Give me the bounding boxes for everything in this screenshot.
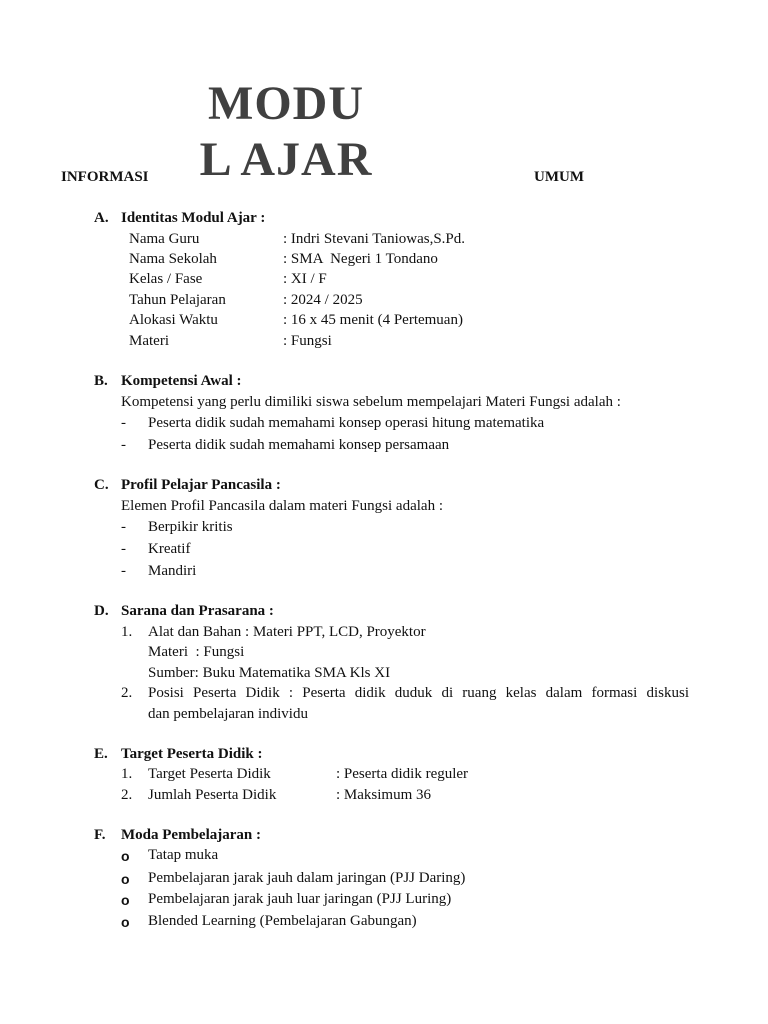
list-marker: - [121, 563, 126, 579]
field-label: Nama Guru [129, 231, 200, 247]
header-right-text: UMUM [534, 169, 584, 185]
field-value: : XI / F [283, 271, 327, 287]
field-value: : Maksimum 36 [336, 787, 432, 803]
list-item: Blended Learning (Pembelajaran Gabungan) [148, 913, 417, 929]
field-value: : 2024 / 2025 [283, 292, 363, 308]
section-letter: C. [94, 477, 109, 493]
field-value: : Indri Stevani Taniowas,S.Pd. [283, 231, 465, 247]
list-item: Tatap muka [148, 847, 219, 863]
section-title: Moda Pembelajaran : [121, 827, 261, 843]
list-item: Kreatif [148, 541, 191, 557]
header-left-text: INFORMASI [61, 169, 149, 185]
list-item: Pembelajaran jarak jauh dalam jaringan (PJJ Daring) [148, 870, 466, 886]
section-letter: A. [94, 210, 109, 226]
field-label: Target Peserta Didik [148, 766, 271, 782]
section-letter: F. [94, 827, 106, 843]
field-label: Tahun Pelajaran [129, 292, 226, 308]
section-intro: Elemen Profil Pancasila dalam materi Fungsi adalah : [121, 498, 443, 514]
list-number: 2. [121, 685, 133, 701]
title-line-2: L AJAR [199, 133, 373, 186]
circle-bullet-icon: o [121, 848, 130, 864]
section-title: Sarana dan Prasarana : [121, 603, 274, 619]
section-letter: B. [94, 373, 108, 389]
list-item: Peserta didik sudah memahami konsep operasi hitung matematika [148, 415, 545, 431]
list-marker: - [121, 415, 126, 431]
section-title: Kompetensi Awal : [121, 373, 242, 389]
list-item: Posisi Peserta Didik : Peserta didik duduk di ruang kelas dalam formasi diskusi [148, 685, 689, 701]
list-item-continuation: Materi : Fungsi [148, 644, 245, 660]
section-intro: Kompetensi yang perlu dimiliki siswa sebelum mempelajari Materi Fungsi adalah : [121, 394, 621, 410]
field-label: Nama Sekolah [129, 251, 217, 267]
field-label: Materi [129, 333, 169, 349]
list-item: Alat dan Bahan : Materi PPT, LCD, Proyektor [148, 624, 426, 640]
field-label: Alokasi Waktu [129, 312, 218, 328]
section-title: Identitas Modul Ajar : [121, 210, 266, 226]
title-line-1: MODU [208, 77, 364, 130]
document-title [186, 76, 386, 188]
section-title: Target Peserta Didik : [121, 746, 263, 762]
list-item: Mandiri [148, 563, 197, 579]
list-number: 2. [121, 787, 133, 803]
field-label: Kelas / Fase [129, 271, 203, 287]
section-letter: E. [94, 746, 108, 762]
field-value: : Peserta didik reguler [336, 766, 469, 782]
section-title: Profil Pelajar Pancasila : [121, 477, 281, 493]
list-marker: - [121, 541, 126, 557]
list-number: 1. [121, 624, 133, 640]
section-letter: D. [94, 603, 109, 619]
field-label: Jumlah Peserta Didik [148, 787, 277, 803]
list-item-continuation: dan pembelajaran individu [148, 706, 308, 722]
list-marker: - [121, 519, 126, 535]
field-value: : Fungsi [283, 333, 332, 349]
circle-bullet-icon: o [121, 892, 130, 908]
circle-bullet-icon: o [121, 914, 130, 930]
field-value: : SMA Negeri 1 Tondano [283, 251, 438, 267]
list-item-continuation: Sumber: Buku Matematika SMA Kls XI [148, 665, 391, 681]
list-marker: - [121, 437, 126, 453]
circle-bullet-icon: o [121, 871, 130, 887]
list-number: 1. [121, 766, 133, 782]
field-value: : 16 x 45 menit (4 Pertemuan) [283, 312, 463, 328]
list-item: Pembelajaran jarak jauh luar jaringan (PJJ Luring) [148, 891, 452, 907]
list-item: Berpikir kritis [148, 519, 233, 535]
list-item: Peserta didik sudah memahami konsep persamaan [148, 437, 450, 453]
